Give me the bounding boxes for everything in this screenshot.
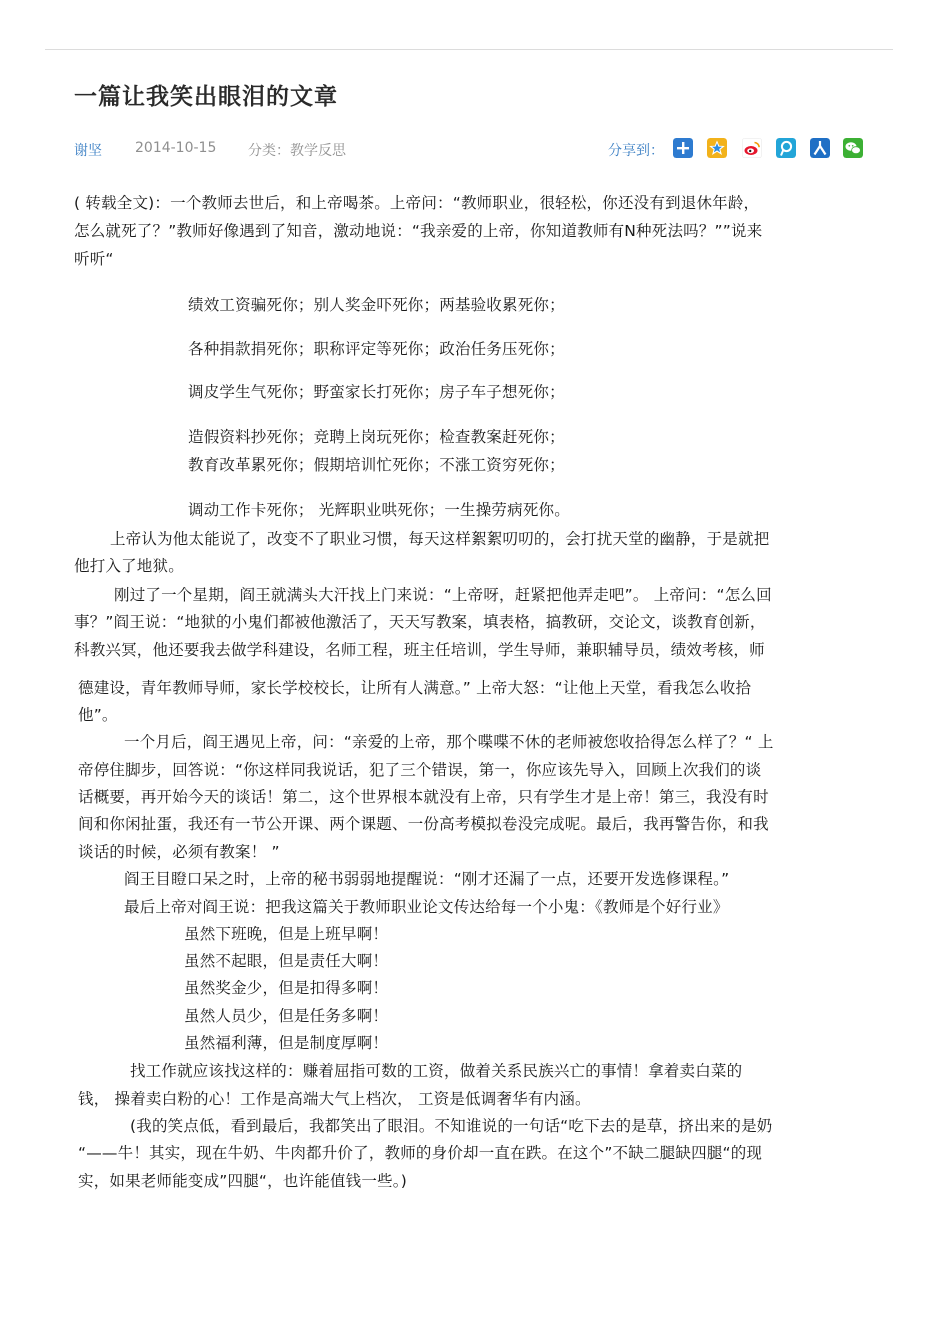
weibo-icon[interactable]: [742, 138, 762, 158]
paragraph-line: 德建设，青年教师导师，家长学校校长，让所有人满意。” 上帝大怒：“让他上天堂，看我怎么收拾: [78, 679, 752, 697]
publish-date: 2014-10-15: [135, 140, 217, 156]
paragraph-line: 最后上帝对阎王说：把我这篇关于教师职业论文传达给每一个小鬼：《教师是个好行业》: [124, 898, 729, 916]
list-item: 各种捐款捐死你；职称评定等死你；政治任务压死你；: [188, 340, 565, 358]
renren-icon[interactable]: [810, 138, 830, 158]
list-item: 虽然人员少，但是任务多啊！: [184, 1007, 389, 1025]
list-item: 虽然奖金少，但是扣得多啊！: [184, 979, 389, 997]
paragraph-line: 听听“: [74, 250, 114, 268]
share-label: 分享到：: [608, 143, 664, 159]
paragraph-line: 谈话的时候，必须有教案！ ”: [78, 843, 280, 861]
wechat-icon[interactable]: [843, 138, 863, 158]
plus-icon[interactable]: [673, 138, 693, 158]
paragraph-line: 话概要，再开始今天的谈话！第二，这个世界根本就没有上帝，只有学生才是上帝！第三，我没有时: [78, 788, 769, 806]
paragraph-line: 找工作就应该找这样的：赚着屈指可数的工资，做着关系民族兴亡的事情！拿着卖白菜的: [130, 1062, 743, 1080]
paragraph-line: 他”。: [78, 706, 118, 724]
paragraph-line: 钱， 操着卖白粉的心！工作是高端大气上档次， 工资是低调奢华有内涵。: [78, 1090, 591, 1108]
paragraph-line: 帝停住脚步，回答说：“你这样同我说话，犯了三个错误，第一，你应该先导入，回顾上次我们的谈: [78, 761, 762, 779]
list-item: 绩效工资骗死你；别人奖金吓死你；两基验收累死你；: [188, 296, 565, 314]
qzone-icon[interactable]: [707, 138, 727, 158]
top-divider: [45, 49, 893, 50]
paragraph-line: ( 转载全文)：一个教师去世后，和上帝喝茶。上帝问：“教师职业，很轻松，你还没有到退休年龄，: [74, 194, 760, 212]
paragraph-line: 他打入了地狱。: [74, 557, 184, 575]
list-item: 虽然下班晚，但是上班早啊！: [184, 925, 389, 943]
list-item: 教育改革累死你；假期培训忙死你；不涨工资穷死你；: [188, 456, 565, 474]
paragraph-line: 阎王目瞪口呆之时，上帝的秘书弱弱地提醒说：“刚才还漏了一点，还要开发选修课程。”: [124, 870, 730, 888]
list-item: 调动工作卡死你； 光辉职业哄死你；一生操劳病死你。: [188, 501, 570, 519]
list-item: 虽然福利薄，但是制度厚啊！: [184, 1034, 389, 1052]
list-item: 造假资料抄死你；竞聘上岗玩死你；检查教案赶死你；: [188, 428, 565, 446]
paragraph-line: 刚过了一个星期，阎王就满头大汗找上门来说：“上帝呀，赶紧把他弄走吧”。 上帝问：“怎么回: [114, 586, 772, 604]
paragraph-line: 事？”阎王说：“地狱的小鬼们都被他激活了，天天写教案，填表格，搞教研，交论文，谈教育创新，: [74, 613, 766, 631]
paragraph-line: 间和你闲扯蛋，我还有一节公开课、两个课题、一份高考模拟卷没完成呢。最后，我再警告你，和我: [78, 815, 769, 833]
category-link[interactable]: 分类：教学反思: [248, 143, 346, 159]
paragraph-line: 科教兴冥，他还要我去做学科建设，名师工程，班主任培训，学生导师，兼职辅导员，绩效考核，师: [74, 641, 765, 659]
paragraph-line: 怎么就死了？”教师好像遇到了知音，激动地说：“我亲爱的上帝，你知道教师有N种死法吗？””说来: [74, 222, 763, 240]
paragraph-line: 实，如果老师能变成”四腿“，也许能值钱一些。): [78, 1172, 407, 1190]
author-link[interactable]: 谢坚: [74, 143, 102, 159]
paragraph-line: 上帝认为他太能说了，改变不了职业习惯，每天这样絮絮叨叨的，会打扰天堂的幽静，于是就把: [110, 530, 770, 548]
list-item: 虽然不起眼，但是责任大啊！: [184, 952, 389, 970]
article-title: 一篇让我笑出眼泪的文章: [74, 84, 338, 110]
paragraph-line: (我的笑点低，看到最后，我都笑出了眼泪。不知谁说的一句话“吃下去的是草，挤出来的是奶: [130, 1117, 773, 1135]
paragraph-line: 一个月后，阎王遇见上帝，问：“亲爱的上帝，那个喋喋不休的老师被您收拾得怎么样了？“ 上: [124, 733, 774, 751]
paragraph-line: “——牛！其实，现在牛奶、牛肉都升价了，教师的身价却一直在跌。在这个”不缺二腿缺四腿“的现: [78, 1144, 763, 1162]
tencent-weibo-icon[interactable]: [776, 138, 796, 158]
list-item: 调皮学生气死你；野蛮家长打死你；房子车子想死你；: [188, 383, 565, 401]
